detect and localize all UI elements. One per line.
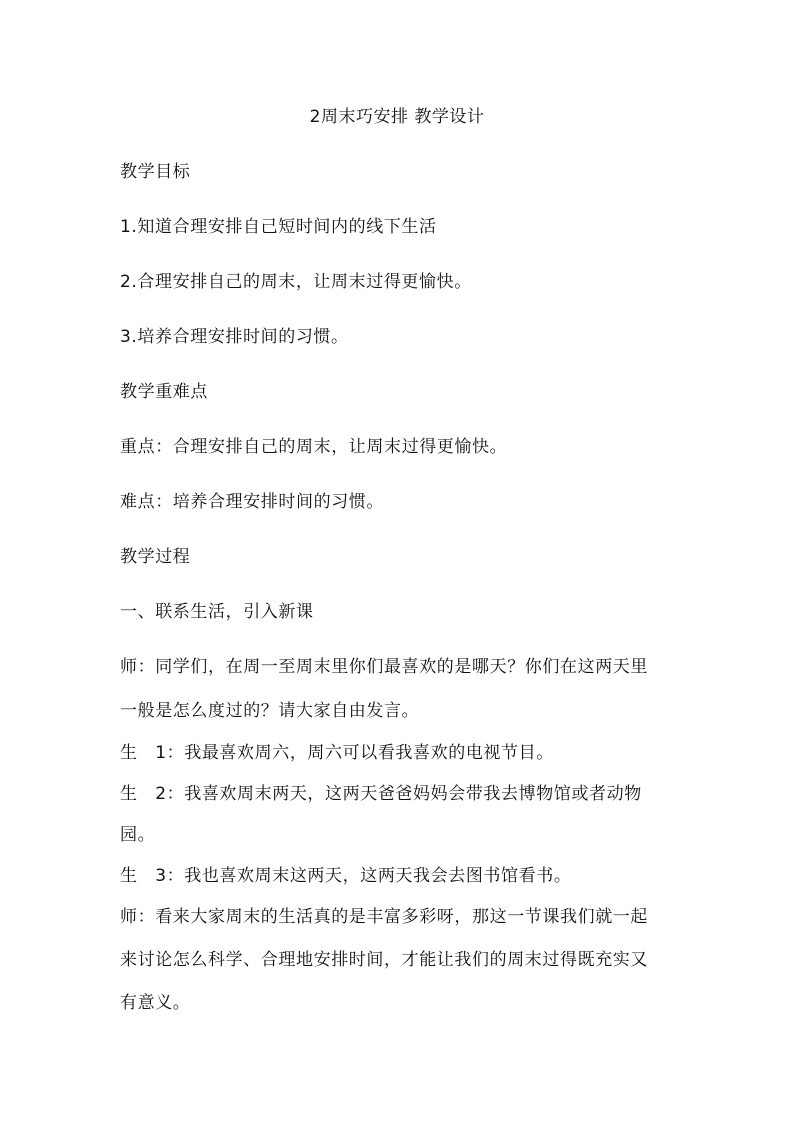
objective-1: 1.知道合理安排自己短时间内的线下生活 bbox=[120, 217, 437, 237]
teacher-line-2c: 有意义。 bbox=[120, 993, 191, 1013]
teacher-line-2a: 师：看来大家周末的生活真的是丰富多彩呀，那这一节课我们就一起 bbox=[120, 907, 648, 927]
student-1-line: 生 1：我最喜欢周六，周六可以看我喜欢的电视节目。 bbox=[120, 743, 554, 763]
teacher-line-1b: 一般是怎么度过的？请大家自由发言。 bbox=[120, 701, 420, 721]
key-point: 重点：合理安排自己的周末，让周末过得更愉快。 bbox=[120, 437, 508, 457]
student-2-line-a: 生 2：我喜欢周末两天，这两天爸爸妈妈会带我去博物馆或者动物 bbox=[120, 784, 642, 804]
document-title: 2周末巧安排 教学设计 bbox=[309, 107, 485, 127]
teacher-line-1a: 师：同学们，在周一至周末里你们最喜欢的是哪天？你们在这两天里 bbox=[120, 657, 648, 677]
student-3-line: 生 3：我也喜欢周末这两天，这两天我会去图书馆看书。 bbox=[120, 866, 572, 886]
section-1-heading: 一、联系生活，引入新课 bbox=[120, 602, 314, 622]
heading-teaching-objectives: 教学目标 bbox=[120, 162, 191, 182]
objective-2: 2.合理安排自己的周末，让周末过得更愉快。 bbox=[120, 272, 472, 292]
difficult-point: 难点：培养合理安排时间的习惯。 bbox=[120, 492, 384, 512]
teacher-line-2b: 来讨论怎么科学、合理地安排时间，才能让我们的周末过得既充实又 bbox=[120, 950, 648, 970]
heading-teaching-process: 教学过程 bbox=[120, 547, 191, 567]
objective-3: 3.培养合理安排时间的习惯。 bbox=[120, 327, 349, 347]
student-2-line-b: 园。 bbox=[120, 825, 156, 845]
heading-key-difficulties: 教学重难点 bbox=[120, 382, 208, 402]
